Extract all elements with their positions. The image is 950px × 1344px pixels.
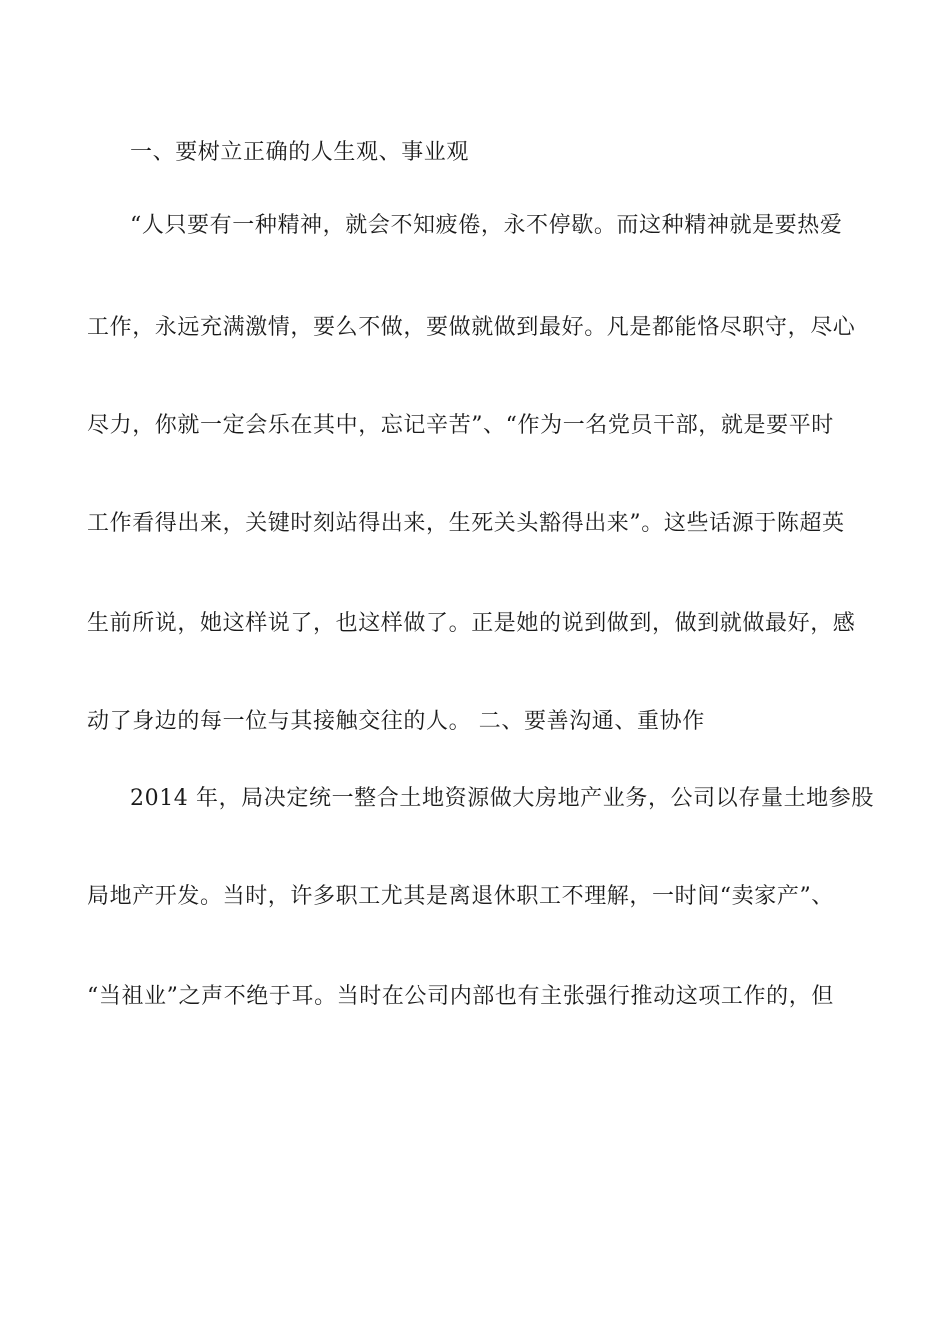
paragraph-line-with-heading-2: 动了身边的每一位与其接触交往的人。 二、要善沟通、重协作 <box>87 709 705 734</box>
paragraph-line: 尽力，你就一定会乐在其中，忘记辛苦”、“作为一名党员干部，就是要平时 <box>87 413 834 438</box>
section-heading-1: 一、要树立正确的人生观、事业观 <box>130 140 470 165</box>
paragraph-line: 工作，永远充满激情，要么不做，要做就做到最好。凡是都能恪尽职守，尽心 <box>87 315 856 340</box>
paragraph-line: “人只要有一种精神，就会不知疲倦，永不停歇。而这种精神就是要热爱 <box>130 213 843 238</box>
paragraph-line: 局地产开发。当时，许多职工尤其是离退休职工不理解，一时间“卖家产”、 <box>87 884 834 909</box>
paragraph-line: 工作看得出来，关键时刻站得出来，生死关头豁得出来”。这些话源于陈超英 <box>87 511 845 536</box>
paragraph-line: 2014 年，局决定统一整合土地资源做大房地产业务，公司以存量土地参股 <box>130 786 874 811</box>
paragraph-line: “当祖业”之声不绝于耳。当时在公司内部也有主张强行推动这项工作的，但 <box>87 984 834 1009</box>
paragraph-line: 生前所说，她这样说了，也这样做了。正是她的说到做到，做到就做最好，感 <box>87 611 856 636</box>
